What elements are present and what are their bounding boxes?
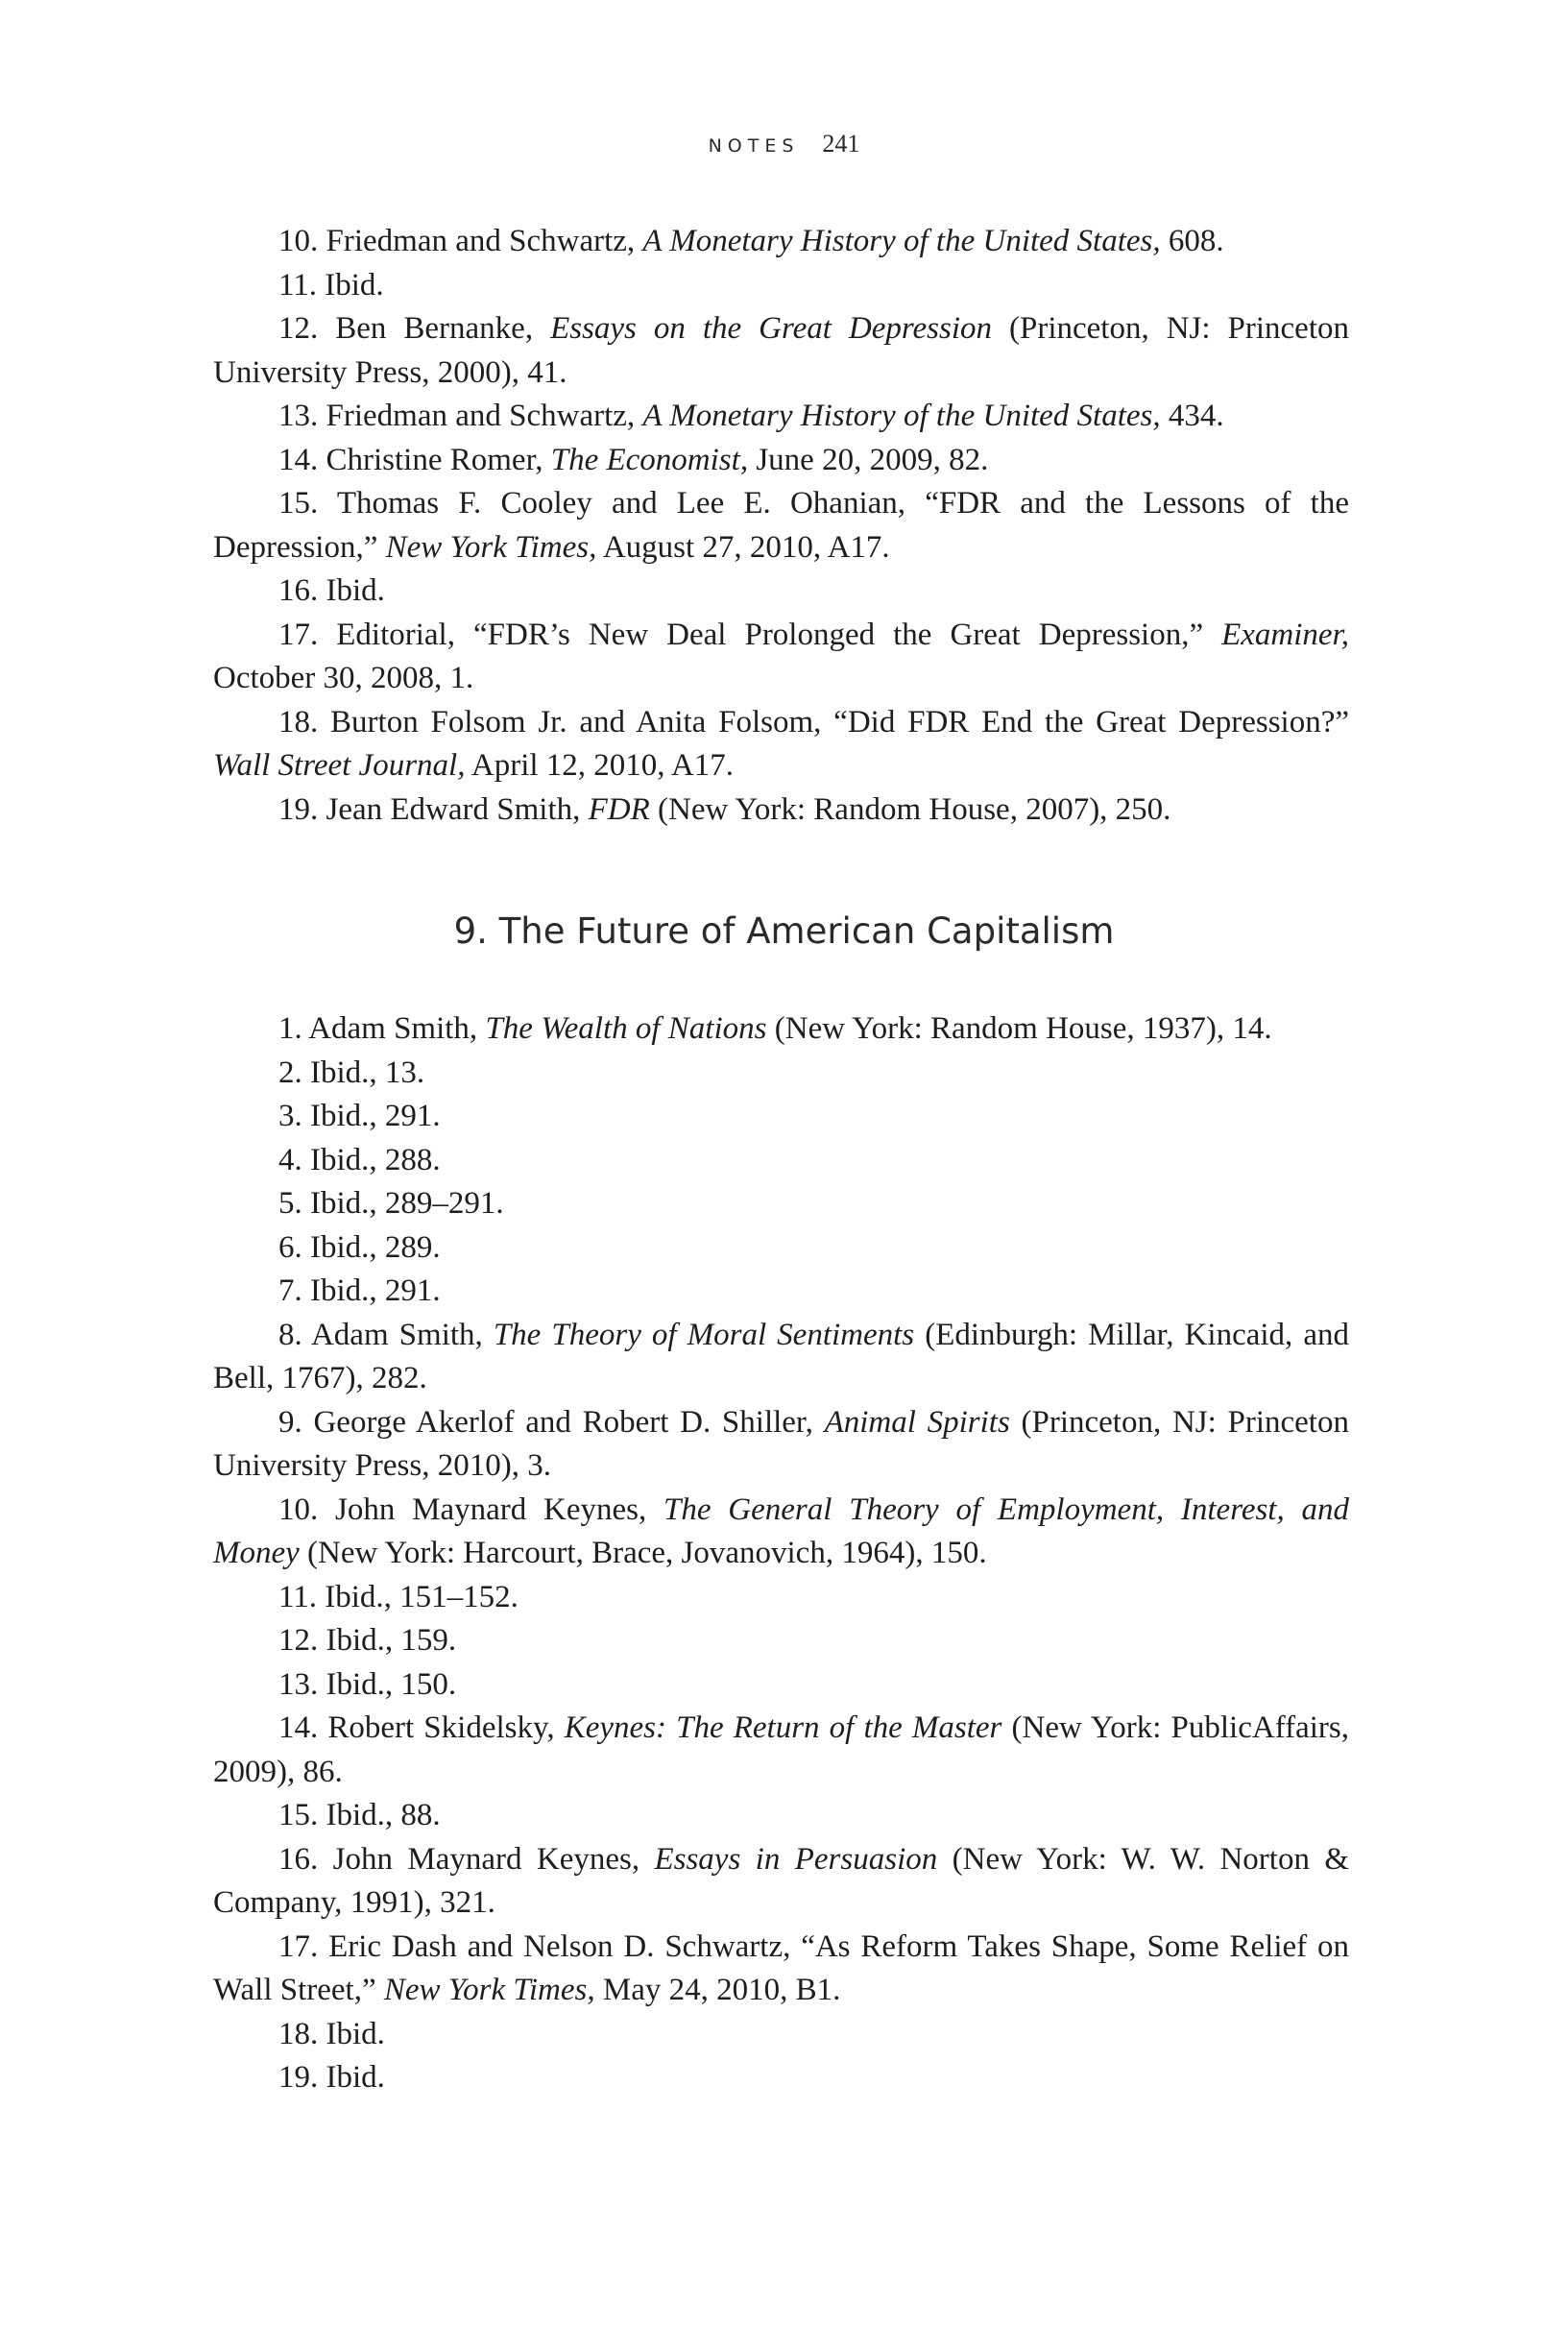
note-17: 17. Eric Dash and Nelson D. Schwartz, “As Reform Takes Shape, Some Relief on Wall Street,” New York Times, May 24, 2010, B1. — [213, 1928, 1349, 2007]
note-11: 11. Ibid. — [278, 267, 384, 303]
note-3: 3. Ibid., 291. — [278, 1099, 441, 1133]
note-18: 18. Burton Folsom Jr. and Anita Folsom, “Did FDR End the Great Depression?” Wall Street Journal, April 12, 2010, A17. — [213, 704, 1349, 783]
note-13: 13. Ibid., 150. — [278, 1666, 457, 1702]
note-1: 1. Adam Smith, The Wealth of Nations (New York: Random House, 1937), 14. — [278, 1011, 1272, 1046]
notes-list-chapter-8 — [213, 220, 1349, 832]
note-5: 5. Ibid., 289–291. — [278, 1186, 504, 1221]
note-19: 19. Jean Edward Smith, FDR (New York: Random House, 2007), 250. — [278, 791, 1171, 827]
note-4: 4. Ibid., 288. — [278, 1142, 441, 1177]
note-12: 12. Ben Bernanke, Essays on the Great Depression (Princeton, NJ: Princeton University Press, 2000), 41. — [213, 311, 1349, 390]
note-14: 14. Christine Romer, The Economist, June 20, 2009, 82. — [278, 442, 989, 477]
note-9: 9. George Akerlof and Robert D. Shiller, Animal Spirits (Princeton, NJ: Princeton University Press, 2010), 3. — [213, 1404, 1349, 1483]
note-14: 14. Robert Skidelsky, Keynes: The Return of the Master (New York: PublicAffairs, 2009), 86. — [213, 1710, 1349, 1789]
chapter-heading: 9. The Future of American Capitalism — [453, 910, 1115, 952]
note-16: 16. John Maynard Keynes, Essays in Persuasion (New York: W. W. Norton & Company, 1991), 321. — [213, 1841, 1349, 1920]
note-8: 8. Adam Smith, The Theory of Moral Sentiments (Edinburgh: Millar, Kincaid, and Bell, 1767), 282. — [213, 1317, 1349, 1395]
running-head-label: NOTES — [708, 135, 800, 157]
note-10: 10. Friedman and Schwartz, A Monetary History of the United States, 608. — [278, 224, 1224, 258]
note-2: 2. Ibid., 13. — [278, 1055, 425, 1090]
note-18: 18. Ibid. — [278, 2016, 385, 2051]
note-11: 11. Ibid., 151–152. — [278, 1579, 519, 1614]
note-15: 15. Ibid., 88. — [278, 1798, 441, 1832]
note-7: 7. Ibid., 291. — [278, 1273, 441, 1308]
page-number: 241 — [822, 130, 860, 158]
note-6: 6. Ibid., 289. — [278, 1229, 441, 1265]
note-19: 19. Ibid. — [278, 2060, 385, 2095]
notes-list-chapter-9 — [213, 1007, 1349, 2100]
note-12: 12. Ibid., 159. — [278, 1623, 457, 1658]
note-13: 13. Friedman and Schwartz, A Monetary History of the United States, 434. — [278, 399, 1224, 433]
note-16: 16. Ibid. — [278, 573, 385, 608]
running-head — [0, 130, 1568, 158]
note-15: 15. Thomas F. Cooley and Lee E. Ohanian, “FDR and the Lessons of the Depression,” New York Times, August 27, 2010, A17. — [213, 486, 1349, 565]
note-17: 17. Editorial, “FDR’s New Deal Prolonged the Great Depression,” Examiner, October 30, 2008, 1. — [213, 617, 1349, 695]
note-10: 10. John Maynard Keynes, The General Theory of Employment, Interest, and Money (New York: Harcourt, Brace, Jovanovich, 1964), 150. — [213, 1491, 1349, 1570]
